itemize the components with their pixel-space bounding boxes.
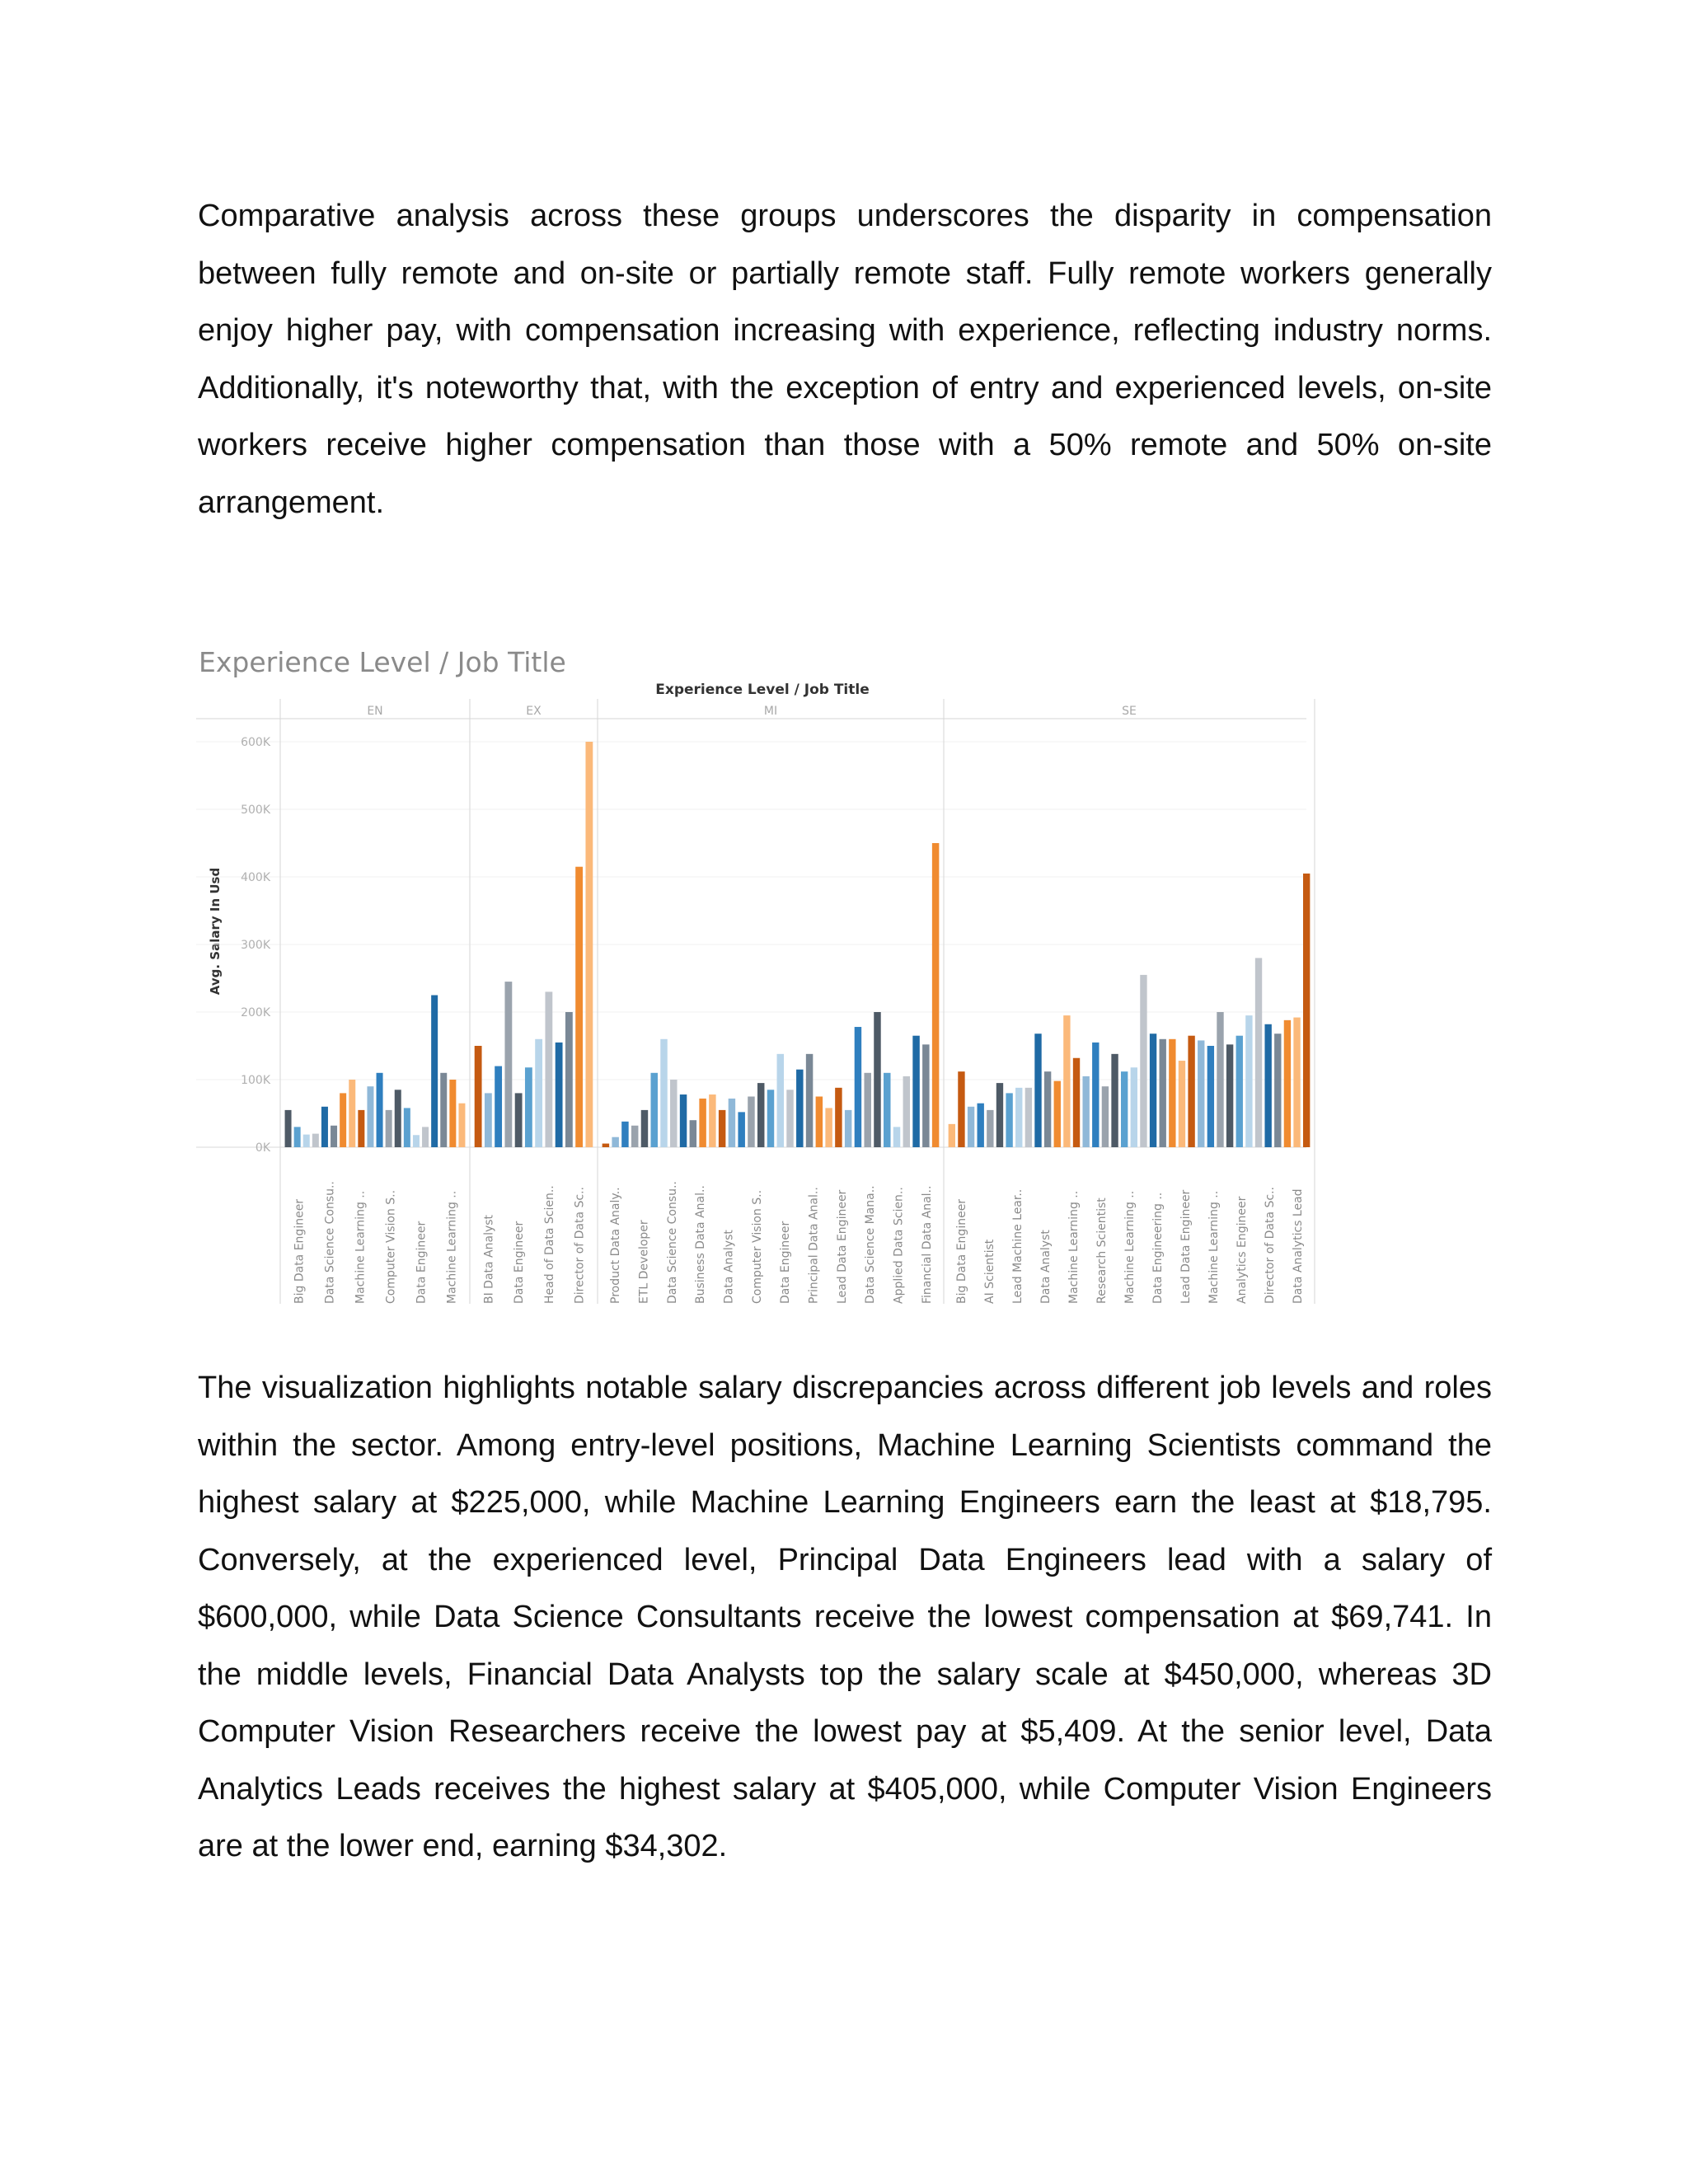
bar	[996, 1083, 1003, 1147]
bar	[777, 1054, 784, 1147]
x-tick-label: Director of Data Sc..	[573, 1187, 587, 1304]
intro-paragraph: Comparative analysis across these groups underscores the disparity in compensation between fully remote and on-site or partially remote staff. Fully remote workers generally enjoy higher pay, with compensation increasing with experience, reflecting industry norms. Additionally, it's noteworthy that, with the exception of entry and experienced levels, on-site workers receive higher compensation than those with a 50% remote and 50% on-site arrangement.	[198, 199, 1492, 520]
x-tick-label: Big Data Engineer	[955, 1198, 968, 1304]
bar	[757, 1083, 764, 1147]
bar	[922, 1044, 929, 1147]
bar	[556, 1043, 563, 1147]
bar	[545, 991, 552, 1147]
bar	[1188, 1036, 1194, 1147]
x-tick-label: Data Analyst	[722, 1230, 736, 1304]
bar	[349, 1080, 355, 1147]
x-tick-label: Applied Data Scien..	[892, 1187, 906, 1304]
bar	[874, 1012, 880, 1147]
bar	[1160, 1039, 1166, 1147]
x-tick-label: Data Engineering ..	[1151, 1192, 1165, 1304]
bar	[1102, 1086, 1109, 1147]
bar	[738, 1112, 744, 1147]
y-tick-label: 100K	[241, 1074, 270, 1087]
x-tick-label: Principal Data Anal..	[807, 1187, 821, 1304]
bar	[660, 1039, 667, 1147]
x-tick-label: Head of Data Scien..	[542, 1185, 556, 1304]
analysis-paragraph: The visualization highlights notable salary discrepancies across different job levels and roles within the sector. Among entry-level positions, Machine Learning Scientists command the highest salary at $225,000, while Machine Learning Engineers earn the least at $18,795. Conversely, at the experienced level, Principal Data Engineers lead with a salary of $600,000, while Data Science Consultants receive the lowest compensation at $69,741. In the middle levels, Financial Data Analysts top the salary scale at $450,000, whereas 3D Computer Vision Researchers receive the lowest pay at $5,409. At the senior level, Data Analytics Leads receives the highest salary at $405,000, while Computer Vision Engineers are at the lower end, earning $34,302.	[198, 1371, 1492, 1863]
bar	[575, 867, 583, 1147]
bar	[1169, 1039, 1175, 1147]
bar	[1073, 1058, 1080, 1147]
bar	[475, 1046, 482, 1147]
x-tick-label: Data Science Consu..	[665, 1181, 679, 1304]
bar	[796, 1070, 803, 1147]
y-tick-label: 300K	[241, 939, 270, 952]
bar	[585, 742, 593, 1147]
x-tick-label: Business Data Anal..	[694, 1185, 708, 1304]
bar	[845, 1110, 851, 1147]
bar	[449, 1080, 456, 1147]
x-tick-label: Product Data Analy..	[609, 1187, 623, 1304]
bar	[386, 1110, 392, 1147]
bar	[1025, 1088, 1032, 1147]
bar	[651, 1073, 658, 1147]
bar	[729, 1099, 735, 1147]
bar	[1274, 1033, 1281, 1147]
bar	[816, 1097, 823, 1148]
chart-caption: Experience Level / Job Title	[199, 646, 566, 678]
x-tick-label: Financial Data Anal..	[920, 1185, 934, 1304]
bar	[504, 982, 512, 1147]
bar	[631, 1126, 638, 1147]
bar	[1131, 1067, 1137, 1147]
bar	[340, 1093, 346, 1147]
bar	[422, 1127, 429, 1147]
y-tick-label: 200K	[241, 1006, 270, 1019]
bar	[1226, 1044, 1233, 1147]
x-tick-label: Lead Data Engineer	[835, 1189, 849, 1304]
x-tick-label: ETL Developer	[637, 1220, 651, 1304]
bar	[565, 1012, 573, 1147]
x-tick-label: Machine Learning ..	[1123, 1190, 1137, 1304]
bar	[377, 1073, 383, 1147]
bar	[1293, 1018, 1300, 1147]
bar	[987, 1110, 993, 1147]
bar	[709, 1094, 715, 1147]
bar	[1150, 1033, 1156, 1147]
bar	[1063, 1015, 1070, 1147]
bar	[321, 1107, 328, 1147]
x-tick-label: Data Engineer	[513, 1221, 527, 1304]
bar	[1015, 1088, 1022, 1147]
bar	[1179, 1061, 1185, 1147]
x-tick-label: Machine Learning ..	[445, 1190, 459, 1304]
bar	[855, 1027, 861, 1147]
y-tick-label: 500K	[241, 804, 270, 817]
x-tick-label: Lead Data Engineer	[1179, 1189, 1193, 1304]
bar	[1207, 1046, 1214, 1147]
bar	[786, 1090, 793, 1147]
bar	[1236, 1036, 1243, 1147]
bar	[535, 1039, 542, 1147]
bar	[949, 1124, 955, 1147]
x-tick-label: Machine Learning ..	[354, 1190, 368, 1304]
bar	[431, 996, 438, 1148]
bar	[690, 1120, 696, 1147]
bar	[748, 1097, 754, 1148]
bar	[806, 1054, 813, 1147]
bar	[978, 1104, 984, 1147]
x-tick-label: Computer Vision S..	[750, 1189, 764, 1304]
group-header-mi: MI	[763, 705, 778, 718]
bar	[525, 1067, 532, 1147]
bar	[603, 1144, 609, 1147]
bar	[285, 1110, 292, 1147]
bar	[404, 1108, 410, 1147]
bar	[1303, 874, 1310, 1147]
x-tick-label: Big Data Engineer	[293, 1198, 307, 1304]
group-header-en: EN	[367, 705, 383, 718]
x-tick-label: Director of Data Sc..	[1264, 1187, 1277, 1304]
inner-chart-title: Experience Level / Job Title	[655, 682, 870, 698]
bar	[641, 1110, 648, 1147]
salary-bar-chart	[165, 676, 1335, 1327]
bar	[1006, 1093, 1012, 1147]
x-tick-label: Machine Learning ..	[1207, 1190, 1221, 1304]
bar	[1044, 1071, 1051, 1147]
group-header-ex: EX	[526, 705, 542, 718]
bar	[864, 1073, 870, 1147]
x-tick-label: Machine Learning ..	[1067, 1190, 1081, 1304]
bar	[1140, 975, 1146, 1147]
bar	[1284, 1020, 1291, 1147]
bar	[612, 1137, 618, 1147]
bar	[1217, 1012, 1223, 1147]
bar	[893, 1127, 900, 1147]
bar	[1111, 1054, 1118, 1147]
bar	[1121, 1071, 1128, 1147]
x-tick-label: Data Science Consu..	[323, 1181, 337, 1304]
x-tick-label: Data Engineer	[415, 1221, 429, 1304]
bar	[719, 1110, 725, 1147]
bar	[1255, 958, 1262, 1147]
bar	[699, 1099, 706, 1147]
bar	[395, 1090, 401, 1147]
bar	[1264, 1024, 1271, 1147]
bar	[767, 1090, 774, 1147]
bar	[825, 1108, 832, 1147]
x-tick-label: Lead Machine Lear..	[1011, 1188, 1025, 1304]
bar	[903, 1076, 910, 1147]
bar	[515, 1093, 523, 1147]
y-tick-label: 0K	[255, 1141, 270, 1155]
bar	[1198, 1040, 1204, 1147]
bar	[1082, 1076, 1089, 1147]
bar	[835, 1088, 842, 1147]
bar	[294, 1127, 301, 1147]
bar	[958, 1071, 964, 1147]
bar	[358, 1110, 364, 1147]
x-tick-label: Data Analytics Lead	[1292, 1188, 1305, 1304]
bar	[968, 1107, 974, 1147]
bar	[413, 1135, 420, 1147]
y-tick-label: 400K	[241, 871, 270, 884]
bar	[1054, 1081, 1061, 1147]
bar	[485, 1093, 492, 1147]
x-tick-label: Data Analyst	[1039, 1230, 1053, 1304]
bar	[312, 1134, 319, 1147]
bar	[1245, 1015, 1252, 1147]
bar	[912, 1036, 919, 1147]
x-tick-label: Analytics Engineer	[1236, 1196, 1249, 1304]
y-tick-label: 600K	[241, 736, 270, 749]
bar	[1092, 1043, 1099, 1147]
bar	[680, 1094, 687, 1147]
x-tick-label: Computer Vision S..	[384, 1189, 398, 1304]
bar	[303, 1135, 310, 1147]
bar	[670, 1080, 677, 1147]
bar	[1034, 1033, 1041, 1147]
bar	[458, 1104, 465, 1147]
x-tick-label: AI Scientist	[983, 1239, 996, 1304]
bar	[495, 1066, 502, 1147]
group-header-se: SE	[1122, 705, 1137, 718]
bar	[932, 843, 939, 1147]
bar	[331, 1126, 337, 1147]
x-tick-label: Data Engineer	[779, 1221, 793, 1304]
bar	[367, 1086, 373, 1147]
bar	[621, 1122, 628, 1147]
x-tick-label: Data Science Mana..	[864, 1185, 878, 1304]
bar	[440, 1073, 447, 1147]
bar	[884, 1073, 890, 1147]
x-tick-label: Research Scientist	[1095, 1197, 1109, 1304]
x-tick-label: BI Data Analyst	[482, 1214, 496, 1304]
y-axis-label: Avg. Salary In Usd	[208, 867, 223, 996]
